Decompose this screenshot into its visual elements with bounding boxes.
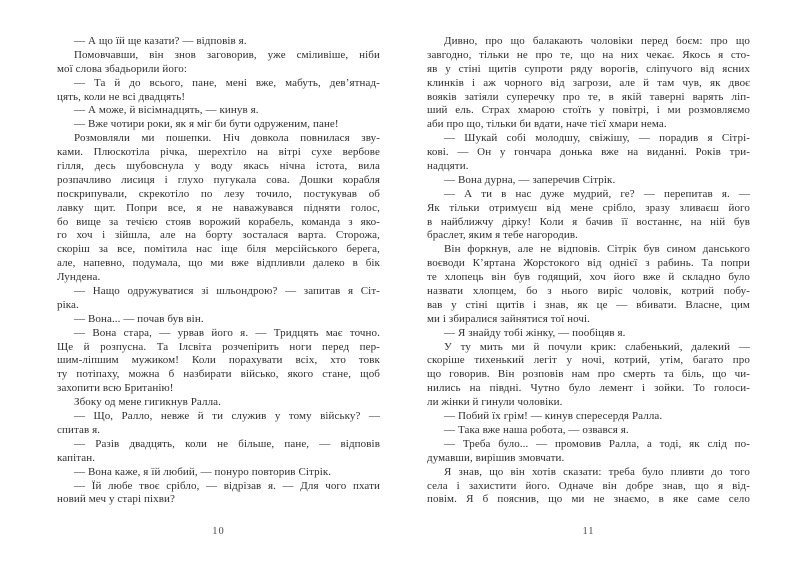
text-line: спитав я. — [57, 423, 101, 436]
text-line: назвати хлопцем, бо з нього виріс чоловік, котрий побу- — [427, 285, 750, 298]
text-line: те хлопець він був годящий, хоч його вже й складно було — [427, 271, 750, 284]
text-line: — Та й до всього, пане, мені вже, мабуть, дев’ятнад- — [74, 76, 380, 89]
text-line: — Їй любе твоє срібло, — відрізав я. — Для чого пхати — [74, 479, 380, 492]
text-line: Дивно, про що балакають чоловіки перед боєм: про що — [444, 35, 750, 47]
text-line: Збоку од мене гигикнув Ралла. — [74, 396, 222, 409]
text-line: — Я знайду тобі жінку, — пообіцяв я. — [444, 326, 626, 339]
text-line: в найближчу дірку! Коли я бачив її востаннє, на ній був — [427, 215, 750, 228]
page-number-left: 10 — [212, 526, 225, 538]
text-line: нились на півдні. Чутно було лемент і зойки. То голоси- — [427, 382, 750, 395]
text-line: го хоч і зійшла, але на борту зосталася варта. Сторожа, — [57, 229, 380, 242]
page-number-right: 11 — [582, 526, 595, 538]
page-right-text-column — [427, 35, 750, 507]
book-page-right — [427, 35, 750, 537]
text-line: капітан. — [57, 451, 96, 464]
text-line: — Така вже наша робота, — озвався я. — [444, 423, 629, 436]
text-line: — Треба було... — промовив Ралла, а тоді, як слід по- — [444, 437, 750, 450]
text-line: ками. Плюскотіла річка, шерехтіло на вітрі сухе вербове — [57, 146, 380, 159]
text-line: Він форкнув, але не відповів. Сітрік був сином данського — [444, 243, 750, 256]
text-line: — Вона... — почав був він. — [74, 312, 204, 325]
text-line: — Шукай собі молодшу, свіжішу, — порадив я Сітрі- — [444, 132, 750, 145]
text-line: розпачливо лисиця і глухо пугукала сова. Дошки корабля — [57, 173, 380, 186]
text-line: — Побий їх грім! — кинув спересердя Ралла. — [444, 410, 663, 423]
text-line: бо вище за течією стояв ворожий корабель, команда з яко- — [57, 215, 380, 228]
text-line: Я знав, що він хотів сказати: треба було пливти до того — [444, 465, 750, 478]
text-line: — Вона каже, я їй любий, — понуро повторив Сітрік. — [74, 465, 332, 478]
text-line: — А може, й вісімнадцять, — кинув я. — [74, 104, 259, 117]
text-line: — А що їй ще казати? — відповів я. — [74, 35, 247, 47]
text-line: повім. Я б пояснив, що ми не знаємо, в яке саме село — [427, 493, 750, 506]
text-line: скоріше тихенький легіт у ночі, котрий, утім, багато про — [427, 354, 750, 367]
text-line: аби про що, тільки би вдати, наче тієї хмари нема. — [427, 118, 667, 131]
text-line: надцяти. — [427, 160, 469, 173]
text-line: вояків затіяли суперечку про те, в якій таверні варять ліп- — [427, 90, 750, 103]
text-line: гілля, десь шубовснула у воду якась нічна істота, вила — [57, 160, 380, 173]
text-line: — Вона дурна, — заперечив Сітрік. — [444, 173, 616, 186]
text-line: лавку щит. Попри все, я не наважувався підняти голос, — [57, 201, 380, 214]
text-line: що говорив. Він розповів нам про смерть та біль, що чи- — [427, 368, 750, 381]
text-line: захопити всю Британію! — [57, 382, 174, 395]
text-line: Розмовляли ми пошепки. Ніч довкола повнилася зву- — [74, 132, 380, 145]
text-line: Ще й розпусна. Та Ілсвіта розчепірить ноги перед пер- — [57, 340, 380, 353]
text-line: — Вона стара, — урвав його я. — Тридцять має точно. — [74, 326, 380, 339]
text-line: ми і збиралися зайнятися тої ночі. — [427, 312, 591, 325]
text-line: воєводи К’яртана Жорстокого від однієї з рабинь. Та попри — [427, 257, 750, 270]
text-line: — Разів двадцять, коли не більше, пане, — відповів — [74, 437, 380, 450]
text-line: ший ель. Страх хмарою стоїть у повітрі, і ми розмовляємо — [427, 104, 750, 117]
text-line: поскрипували, скрекотіло по лезу точило, постукував об — [57, 187, 380, 200]
text-line: завгодно, тільки не про те, що на них чекає. Якось я сто- — [427, 48, 750, 61]
text-line: ли жінки й гинули чоловіки. — [427, 396, 563, 409]
page-left-text-column — [57, 35, 380, 507]
text-line: — Вже чотири роки, як я міг би бути одруженим, пане! — [74, 118, 339, 131]
text-line: У ту мить ми й почули крик: слабенький, далекий — — [444, 340, 750, 353]
text-line: скоріш за все, помітила нас іще біля мерсійського берега, — [57, 243, 380, 256]
text-line: — А ти в нас дуже мудрий, ге? — перепитав я. — — [444, 187, 750, 200]
text-line: — Нащо одружуватися зі шльондрою? — запитав я Сіт- — [74, 285, 380, 298]
text-line: клинків і аж чорного від загрози, але й там чув, як двоє — [427, 76, 750, 89]
text-line: кові. — Он у гончара донька вже на виданні. Років три- — [427, 146, 750, 159]
text-line: — Що, Ралло, невже й ти служив у тому війську? — — [74, 410, 380, 423]
text-line: браслет, яким я тебе нагородив. — [427, 229, 579, 242]
text-line: вав у стіні щитів і знав, як це — вбивати. Власне, цим — [427, 298, 750, 311]
text-line: ту потіпаху, можна б назбирати військо, якого стане, щоб — [57, 368, 380, 381]
text-line: мої слова збадьорили його: — [57, 62, 188, 75]
book-page-left — [57, 35, 380, 537]
text-line: шим-ліпшим мужиком! Коли порахувати всіх, хто товк — [57, 354, 380, 367]
text-line: думавши, вирішив змовчати. — [427, 451, 565, 464]
text-line: яв у стіні щитів супроти ряду ворогів, сліпучого від ясних — [427, 62, 750, 75]
text-line: але, напевно, подумала, що ми вже відпливли далеко в бік — [57, 257, 380, 270]
text-line: села і захистити його. Одначе він добре знав, що я від- — [427, 479, 750, 492]
text-line: цять, коли не всі двадцять! — [57, 90, 186, 103]
text-line: ріка. — [57, 298, 79, 311]
text-line: Лундена. — [57, 271, 101, 284]
text-line: новий меч у старі піхви? — [57, 493, 176, 506]
text-line: Як тільки отримуєш від мене срібло, зразу зливаєш його — [427, 201, 750, 214]
text-line: Помовчавши, він знов заговорив, уже сміливіше, ніби — [74, 48, 380, 61]
